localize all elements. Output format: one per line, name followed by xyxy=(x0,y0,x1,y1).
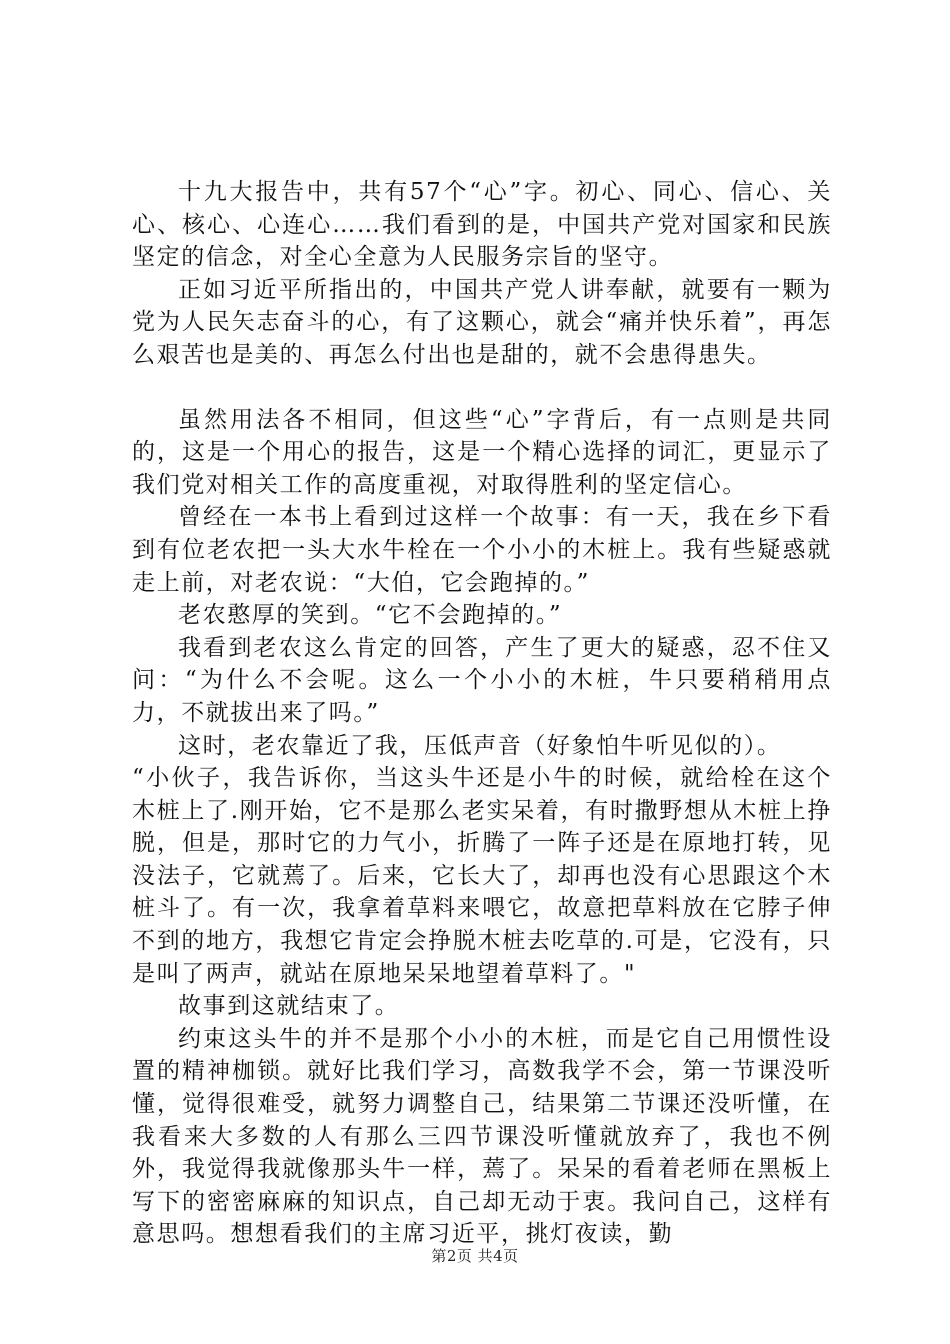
paragraph-1: 十九大报告中，共有57个“心”字。初心、同心、信心、关心、核心、心连心……我们看到的是，中国共产党对国家和民族坚定的信念，对全心全意为人民服务宗旨的坚守。 xyxy=(132,179,832,271)
paragraph-10: 约束这头牛的并不是那个小小的木桩，而是它自己用惯性设置的精神枷锁。就好比我们学习，高数我学不会，第一节课没听懂，觉得很难受，就努力调整自己，结果第二节课还没听懂，在我看来大多数的人有那么三四节课没听懂就放弃了，我也不例外，我觉得我就像那头牛一样，蔫了。呆呆的看着老师在黑板上写下的密密麻麻的知识点，自己却无动于衷。我问自己，这样有意思吗。想想看我们的主席习近平，挑灯夜读，勤 xyxy=(132,1025,832,1248)
page-number: 第2页 共4页 xyxy=(431,1247,519,1265)
paragraph-5: 老农憨厚的笑到。“它不会跑掉的。” xyxy=(178,602,563,629)
paragraph-3: 虽然用法各不相同，但这些“心”字背后，有一点则是共同的，这是一个用心的报告，这是一个精心选择的词汇，更显示了我们党对相关工作的高度重视，对取得胜利的坚定信心。 xyxy=(132,406,832,498)
page-footer xyxy=(0,1245,950,1266)
paragraph-4: 曾经在一本书上看到过这样一个故事：有一天，我在乡下看到有位老农把一头大水牛栓在一个小小的木桩上。我有些疑惑就走上前，对老农说：“大伯，它会跑掉的。” xyxy=(132,504,832,596)
paragraph-8: “小伙子，我告诉你，当这头牛还是小牛的时候，就给栓在这个木桩上了.刚开始，它不是那么老实呆着，有时撒野想从木桩上挣脱，但是，那时它的力气小，折腾了一阵子还是在原地打转，见没法子，它就蔫了。后来，它长大了，却再也没有心思跟这个木桩斗了。有一次，我拿着草料来喂它，故意把草料放在它脖子伸不到的地方，我想它肯定会挣脱木桩去吃草的.可是，它没有，只是叫了两声，就站在原地呆呆地望着草料了。" xyxy=(132,765,832,987)
paragraph-9: 故事到这就结束了。 xyxy=(178,993,400,1020)
paragraph-2: 正如习近平所指出的，中国共产党人讲奉献，就要有一颗为党为人民矢志奋斗的心，有了这颗心，就会“痛并快乐着”，再怎么艰苦也是美的、再怎么付出也是甜的，就不会患得患失。 xyxy=(132,276,832,368)
paragraph-7: 这时，老农靠近了我，压低声音（好象怕牛听见似的）。 xyxy=(178,732,782,759)
paragraph-6: 我看到老农这么肯定的回答，产生了更大的疑惑，忍不住又问：“为什么不会呢。这么一个小小的木桩，牛只要稍稍用点力，不就拔出来了吗。” xyxy=(132,634,832,726)
document-body xyxy=(132,176,832,1251)
